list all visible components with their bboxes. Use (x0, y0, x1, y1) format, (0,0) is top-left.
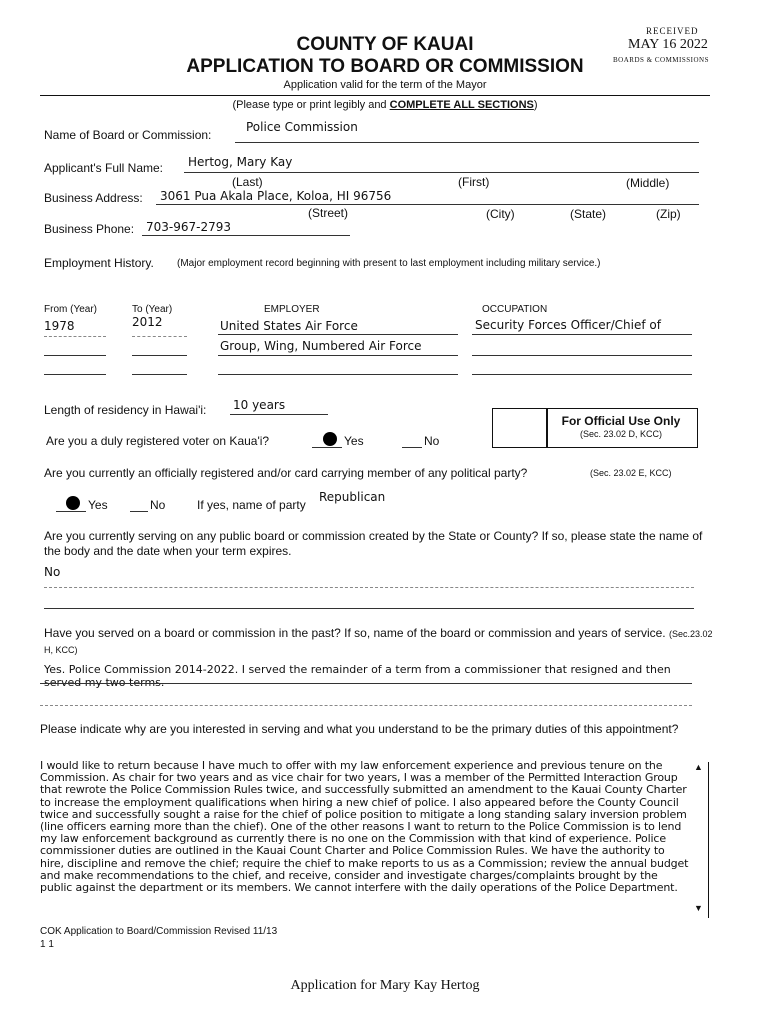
row1-to-line (132, 336, 187, 337)
interest-question: Please indicate why are you interested in serving and what you understand to be the primary duties of this appointment? (40, 722, 679, 736)
scroll-up-icon[interactable]: ▲ (694, 762, 703, 772)
address-label: Business Address: (44, 191, 143, 205)
name-label: Applicant's Full Name: (44, 161, 164, 175)
board-label: Name of Board or Commission: (44, 128, 212, 142)
party-yes-line (56, 511, 86, 512)
row3-from-line (44, 374, 106, 375)
middle-caption: (Middle) (626, 176, 670, 190)
occupation-header: OCCUPATION (482, 304, 548, 315)
employer-value[interactable]: United States Air Force (220, 319, 358, 333)
party-ref: (Sec. 23.02 E, KCC) (590, 468, 672, 478)
employment-label: Employment History. (44, 256, 154, 270)
form-title: APPLICATION TO BOARD OR COMMISSION (186, 56, 584, 77)
party-question: Are you currently an officially registered and/or card carrying member of any political party? (44, 466, 528, 480)
board-value[interactable]: Police Commission (246, 120, 358, 134)
name-value[interactable]: Hertog, Mary Kay (188, 155, 293, 169)
to-year-value[interactable]: 2012 (132, 315, 163, 329)
current-board-line2 (44, 608, 694, 609)
residency-line (230, 414, 328, 415)
party-yes-label: Yes (88, 498, 108, 512)
voter-yes-label: Yes (344, 434, 364, 448)
row3-to-line (132, 374, 187, 375)
voter-yes-line (312, 447, 342, 448)
current-board-answer[interactable]: No (44, 565, 61, 579)
employer-header: EMPLOYER (264, 304, 320, 315)
address-line (156, 204, 699, 205)
party-name-value[interactable]: Republican (319, 490, 386, 504)
form-revision: COK Application to Board/Commission Revised 11/13 (40, 926, 278, 937)
row1-occupation-line (472, 334, 692, 335)
state-caption: (State) (570, 207, 607, 221)
name-line (184, 172, 699, 173)
party-yes-mark[interactable] (66, 496, 80, 510)
official-use-title: For Official Use Only (561, 414, 681, 428)
current-board-question: Are you currently serving on any public board or commission created by the State or County? If so, please state the name of the body and the date when your term expires. (44, 529, 703, 558)
residency-value[interactable]: 10 years (233, 398, 286, 412)
occupation-continued[interactable]: Group, Wing, Numbered Air Force (220, 339, 422, 353)
official-use-ref: (Sec. 23.02 D, KCC) (579, 429, 663, 439)
to-year-header: To (Year) (132, 304, 173, 315)
page-number: 1 1 (40, 939, 54, 950)
past-board-line2 (40, 705, 692, 706)
from-year-value[interactable]: 1978 (44, 319, 75, 333)
official-blank-box (492, 408, 548, 448)
last-caption: (Last) (232, 175, 263, 189)
employment-note: (Major employment record beginning with present to last employment including military service.) (177, 258, 601, 269)
row1-employer-line (218, 334, 458, 335)
address-value[interactable]: 3061 Pua Akala Place, Koloa, HI 96756 (160, 189, 392, 203)
residency-label: Length of residency in Hawai'i: (44, 403, 207, 417)
past-board-line1 (40, 683, 692, 684)
voter-question: Are you a duly registered voter on Kaua'i? (46, 434, 270, 448)
phone-value[interactable]: 703-967-2793 (146, 220, 232, 234)
scroll-down-icon[interactable]: ▼ (694, 903, 703, 913)
voter-no-label: No (424, 434, 440, 448)
county-title: COUNTY OF KAUAI (296, 34, 474, 55)
board-line (235, 142, 699, 143)
occupation-value[interactable]: Security Forces Officer/Chief of (475, 318, 661, 332)
answer-scrollbar[interactable] (690, 762, 709, 918)
voter-no-line[interactable] (402, 447, 422, 448)
from-year-header: From (Year) (44, 304, 97, 315)
row2-to-line (132, 355, 187, 356)
header-rule (40, 95, 710, 96)
received-stamp-label: RECEIVED (646, 26, 699, 36)
interest-answer[interactable]: I would like to return because I have much to offer with my law enforcement experience and previous tenure on the Commission. As chair for two years and as vice chair for two years, I was a member of the Permitted Interaction Group that rewrote the Police Commission Rules twice, and successfully submitted an amendment to the Kauai County Charter to increase the employment qualifications when hiring a new chief of police. I also appeared before the County Council twice and successfully sought a raise for the chief of police position to mitigate a long standing salary inversion problem (line officers earning more than the chief). One of the other reasons I want to return to the Police Commission is to lend my law enforcement background as currently there is no one on the Commission with that kind of experience. Police commissioner duties are outlined in the Kauai Count Charter and Police Commission Rules. We have the authority to hire, discipline and remove the chief; require the chief to make reports to us as a Commission; review the annual budget and make recommendations to the chief, and receive, consider and investigate charges/complaints brought by the public against the department or its members. We cannot interfere with the daily operations of the Police Department. (40, 759, 689, 895)
phone-line (142, 235, 350, 236)
first-caption: (First) (458, 175, 490, 189)
form-subtitle: Application valid for the term of the Mayor (283, 79, 487, 91)
row3-occupation-line (472, 374, 692, 375)
document-caption: Application for Mary Kay Hertog (290, 978, 480, 993)
past-board-question: Have you served on a board or commission in the past? If so, name of the board or commission and years of service. (Sec.23.02 H, KCC) (44, 626, 713, 655)
instructions: (Please type or print legibly and COMPLETE ALL SECTIONS) (232, 99, 538, 111)
past-board-answer[interactable]: Yes. Police Commission 2014-2022. I served the remainder of a term from a commissioner that resigned and then served my two terms. (44, 663, 671, 689)
row2-from-line (44, 355, 106, 356)
received-stamp-office: BOARDS & COMMISSIONS (613, 56, 709, 64)
voter-yes-mark[interactable] (323, 432, 337, 446)
row2-occupation-line (472, 355, 692, 356)
phone-label: Business Phone: (44, 222, 135, 236)
city-caption: (City) (486, 207, 515, 221)
party-no-line[interactable] (130, 511, 148, 512)
row3-employer-line (218, 374, 458, 375)
zip-caption: (Zip) (656, 207, 681, 221)
received-stamp-date: MAY 16 2022 (628, 37, 708, 52)
party-no-label: No (150, 498, 166, 512)
row2-employer-line (218, 355, 458, 356)
current-board-line1 (44, 587, 694, 588)
party-name-label: If yes, name of party (197, 498, 306, 512)
row1-from-line (44, 336, 106, 337)
street-caption: (Street) (308, 206, 349, 220)
